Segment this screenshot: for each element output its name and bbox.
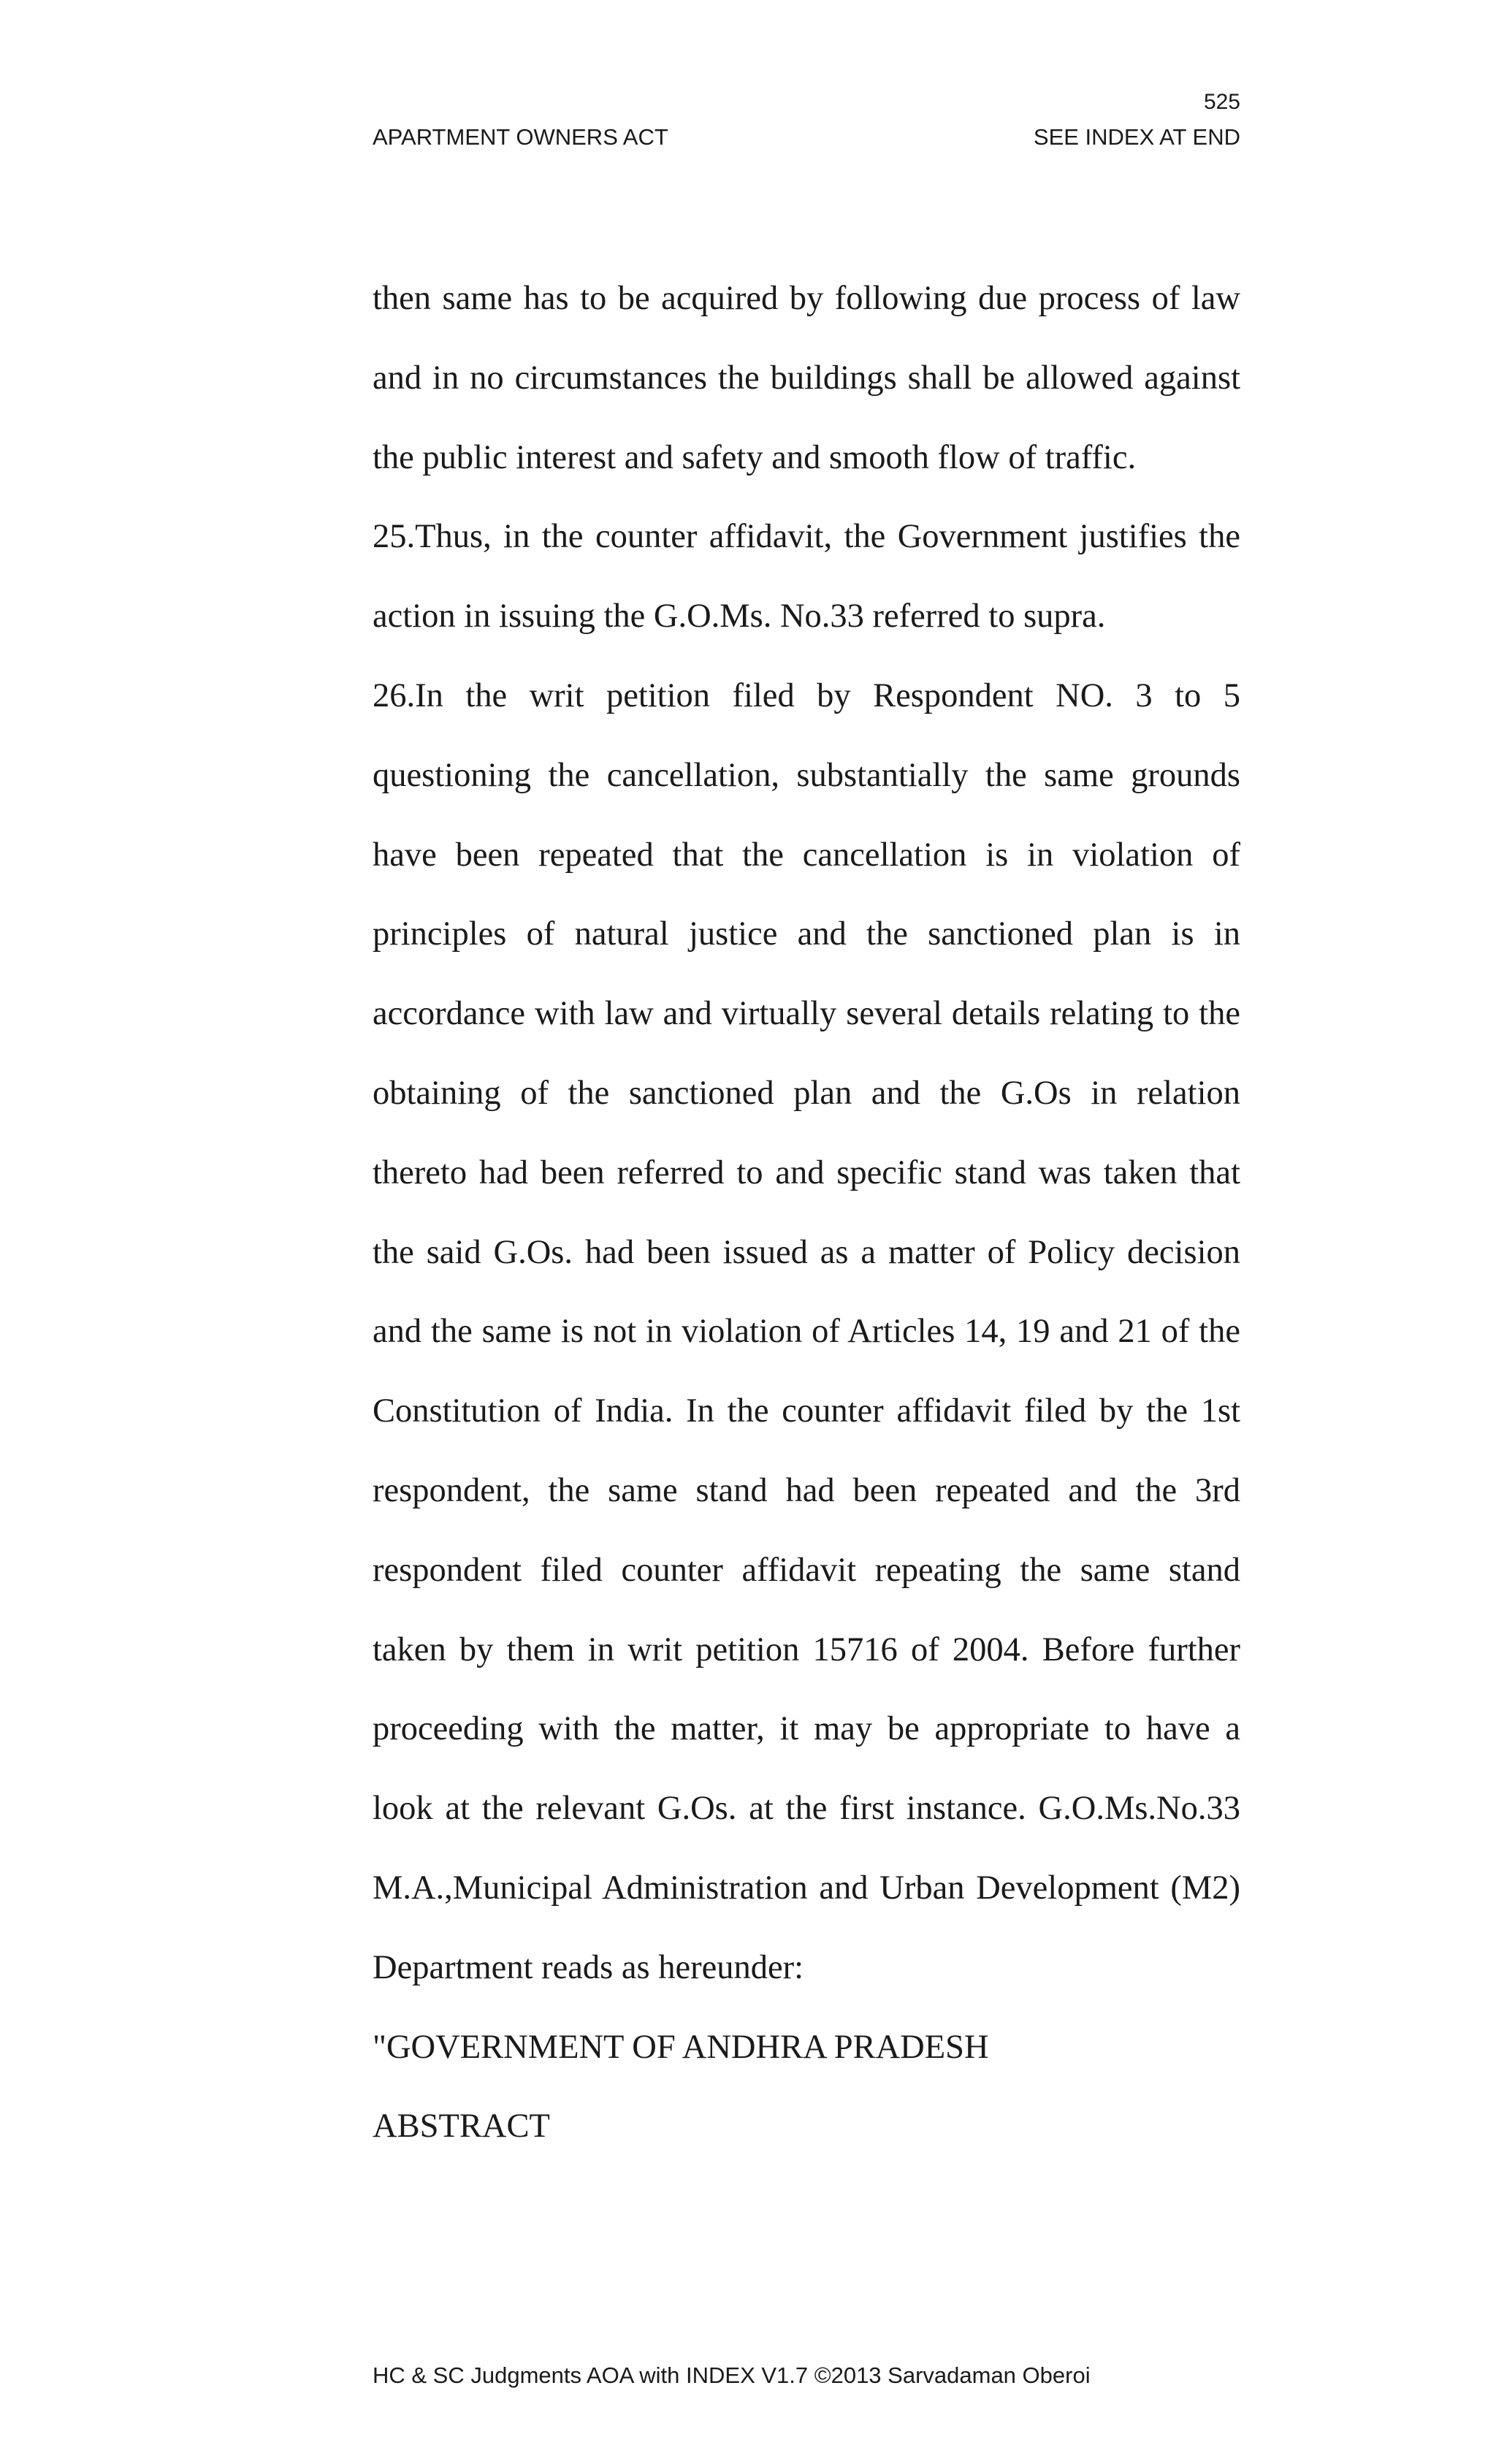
quoted-heading-abstract: ABSTRACT — [373, 2108, 550, 2145]
paragraph-25: 25.Thus, in the counter affidavit, the Government justifies the action in issuing the G.O.Ms. No.33 referred to supra. — [373, 518, 1240, 636]
header-left-title: APARTMENT OWNERS ACT — [373, 124, 668, 150]
running-header — [373, 123, 1240, 152]
header-right-title: SEE INDEX AT END — [1033, 124, 1240, 150]
document-body — [373, 259, 1240, 2167]
page-number: 525 — [1203, 90, 1240, 114]
paragraph-continuation: then same has to be acquired by following due process of law and in no circumstances the buildings shall be allowed against the public interest and safety and smooth flow of traffic. — [373, 280, 1240, 476]
paragraph-26: 26.In the writ petition filed by Respondent NO. 3 to 5 questioning the cancellation, substantially the same grounds have been repeated that the cancellation is in violation of principles of natural justice and the sanctioned plan is in accordance with law and virtually several details relating to the obtaining of the sanctioned plan and the G.Os in relation thereto had been referred to and specific stand was taken that the said G.Os. had been issued as a matter of Policy decision and the same is not in violation of Articles 14, 19 and 21 of the Constitution of India. In the counter affidavit filed by the 1st respondent, the same stand had been repeated and the 3rd respondent filed counter affidavit repeating the same stand taken by them in writ petition 15716 of 2004. Before further proceeding with the matter, it may be appropriate to have a look at the relevant G.Os. at the first instance. G.O.Ms.No.33 M.A.,Municipal Administration and Urban Development (M2) Department reads as hereunder: — [373, 676, 1240, 1986]
page-footer: HC & SC Judgments AOA with INDEX V1.7 ©2013 Sarvadaman Oberoi — [373, 2362, 1091, 2388]
quoted-heading-government: "GOVERNMENT OF ANDHRA PRADESH — [373, 2028, 989, 2066]
